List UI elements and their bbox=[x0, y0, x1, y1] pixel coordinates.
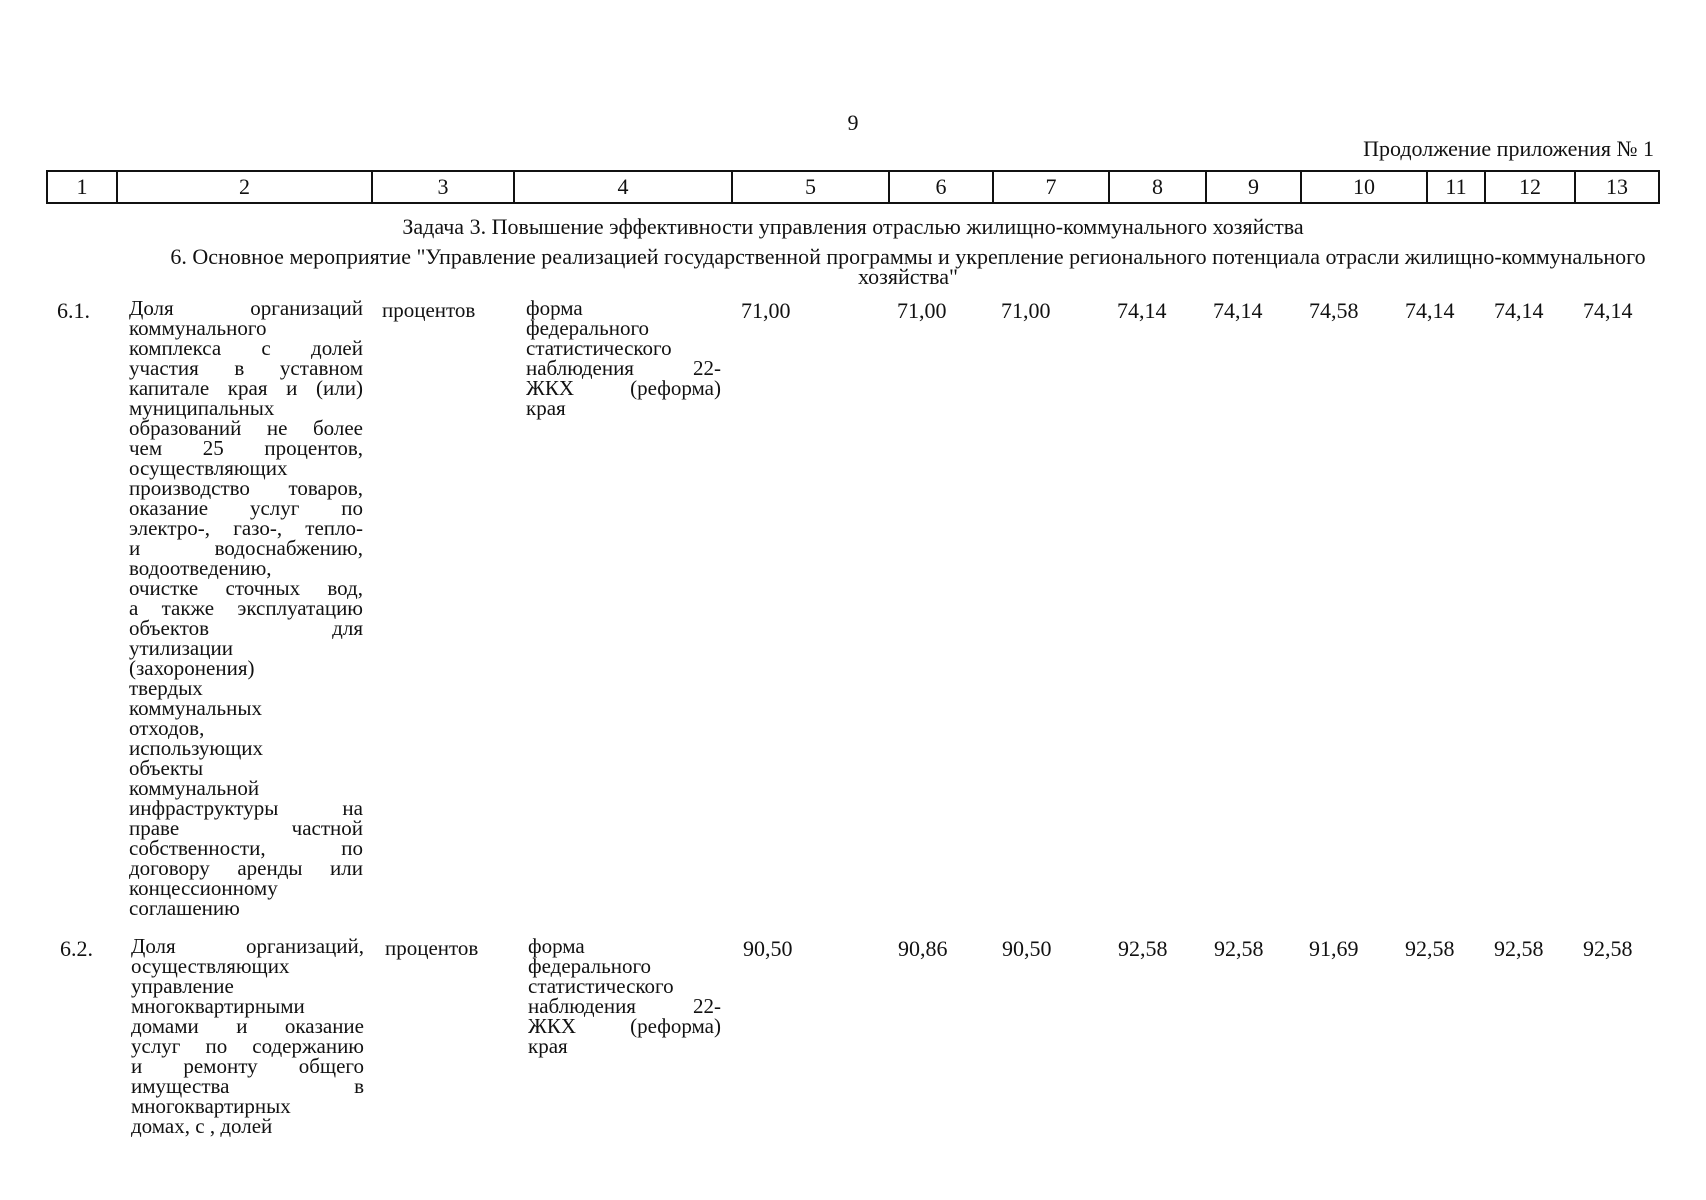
description-line: домами и оказание bbox=[131, 1014, 364, 1038]
source-line: края bbox=[526, 396, 566, 420]
source-line: форма bbox=[526, 296, 583, 320]
value-col-9: 74,14 bbox=[1213, 298, 1263, 323]
value-col-10: 74,58 bbox=[1309, 298, 1359, 323]
description-line: осуществляющих bbox=[131, 954, 290, 978]
value-col-10: 91,69 bbox=[1309, 936, 1359, 961]
value-col-5: 90,50 bbox=[743, 936, 793, 961]
description-line: участия в уставном bbox=[129, 356, 363, 380]
description-line: комплекса с долей bbox=[129, 336, 363, 360]
continuation-label: Продолжение приложения № 1 bbox=[1363, 136, 1654, 161]
description-line: Доля организаций, bbox=[131, 934, 364, 958]
indicator-description bbox=[131, 936, 364, 1136]
page-number: 9 bbox=[847, 110, 859, 135]
description-line: электро-, газо-, тепло- bbox=[129, 516, 363, 540]
column-header-cell: 4 bbox=[514, 171, 732, 203]
description-line: (захоронения) bbox=[129, 656, 255, 680]
column-header-cell: 9 bbox=[1206, 171, 1301, 203]
description-line: твердых bbox=[129, 676, 203, 700]
unit-of-measure: процентов bbox=[382, 298, 476, 322]
row-code: 6.1. bbox=[57, 298, 90, 323]
description-line: инфраструктуры на bbox=[129, 796, 363, 820]
source-line: федерального bbox=[528, 954, 652, 978]
value-col-13: 92,58 bbox=[1583, 936, 1633, 961]
value-col-8: 92,58 bbox=[1118, 936, 1168, 961]
description-line: объекты bbox=[129, 756, 204, 780]
source-line: статистического bbox=[526, 336, 672, 360]
description-line: имущества в bbox=[131, 1074, 364, 1098]
row-code: 6.2. bbox=[60, 936, 93, 961]
description-line: управление bbox=[131, 974, 234, 998]
column-header-cell: 12 bbox=[1485, 171, 1575, 203]
description-line: муниципальных bbox=[129, 396, 275, 420]
column-header-cell: 10 bbox=[1301, 171, 1427, 203]
source-line: наблюдения 22- bbox=[526, 356, 721, 380]
column-header-cell: 6 bbox=[889, 171, 993, 203]
description-line: водоотведению, bbox=[129, 556, 272, 580]
column-header-cell: 13 bbox=[1575, 171, 1659, 203]
value-col-12: 92,58 bbox=[1494, 936, 1544, 961]
description-line: а также эксплуатацию bbox=[129, 596, 363, 620]
column-header-cell: 1 bbox=[47, 171, 117, 203]
description-line: соглашению bbox=[129, 896, 240, 920]
source-line: федерального bbox=[526, 316, 650, 340]
value-col-7: 71,00 bbox=[1001, 298, 1051, 323]
value-col-12: 74,14 bbox=[1494, 298, 1544, 323]
data-source bbox=[528, 936, 721, 1056]
description-line: образований не более bbox=[129, 416, 363, 440]
source-line: ЖКХ (реформа) bbox=[526, 376, 721, 400]
source-line: ЖКХ (реформа) bbox=[528, 1014, 721, 1038]
column-header-cell: 3 bbox=[372, 171, 514, 203]
source-line: края bbox=[528, 1034, 568, 1058]
column-number-header bbox=[46, 170, 1660, 204]
description-line: коммунального bbox=[129, 316, 267, 340]
column-header-cell: 5 bbox=[732, 171, 889, 203]
description-line: производство товаров, bbox=[129, 476, 363, 500]
value-col-6: 71,00 bbox=[897, 298, 947, 323]
description-line: собственности, по bbox=[129, 836, 363, 860]
column-header-cell: 11 bbox=[1427, 171, 1485, 203]
value-col-8: 74,14 bbox=[1117, 298, 1167, 323]
description-line: объектов для bbox=[129, 616, 363, 640]
description-line: концессионному bbox=[129, 876, 278, 900]
description-line: очистке сточных вод, bbox=[129, 576, 363, 600]
description-line: коммунальной bbox=[129, 776, 260, 800]
column-header-cell: 8 bbox=[1109, 171, 1206, 203]
source-line: форма bbox=[528, 934, 585, 958]
description-line: и водоснабжению, bbox=[129, 536, 363, 560]
description-line: многоквартирными bbox=[131, 994, 305, 1018]
description-line: договору аренды или bbox=[129, 856, 363, 880]
description-line: осуществляющих bbox=[129, 456, 288, 480]
description-line: многоквартирных bbox=[131, 1094, 291, 1118]
source-line: статистического bbox=[528, 974, 674, 998]
value-col-11: 74,14 bbox=[1405, 298, 1455, 323]
description-line: и ремонту общего bbox=[131, 1054, 364, 1078]
unit-of-measure: процентов bbox=[385, 936, 479, 960]
value-col-7: 90,50 bbox=[1002, 936, 1052, 961]
column-header-cell: 7 bbox=[993, 171, 1109, 203]
value-col-5: 71,00 bbox=[741, 298, 791, 323]
task-title: Задача 3. Повышение эффективности управления отраслью жилищно-коммунального хозяйства bbox=[402, 214, 1304, 239]
description-line: отходов, bbox=[129, 716, 205, 740]
column-header-cell: 2 bbox=[117, 171, 372, 203]
description-line: оказание услуг по bbox=[129, 496, 363, 520]
value-col-13: 74,14 bbox=[1583, 298, 1633, 323]
description-line: чем 25 процентов, bbox=[129, 436, 363, 460]
description-line: домах, с , долей bbox=[131, 1114, 273, 1138]
description-line: Доля организаций bbox=[129, 296, 363, 320]
description-line: услуг по содержанию bbox=[131, 1034, 364, 1058]
description-line: коммунальных bbox=[129, 696, 262, 720]
description-line: праве частной bbox=[129, 816, 363, 840]
indicator-description bbox=[129, 298, 363, 918]
description-line: использующих bbox=[129, 736, 264, 760]
description-line: утилизации bbox=[129, 636, 233, 660]
source-line: наблюдения 22- bbox=[528, 994, 721, 1018]
data-source bbox=[526, 298, 721, 418]
description-line: капитале края и (или) bbox=[129, 376, 363, 400]
value-col-6: 90,86 bbox=[898, 936, 948, 961]
value-col-11: 92,58 bbox=[1405, 936, 1455, 961]
measure-title: 6. Основное мероприятие "Управление реализацией государственной программы и укрепление регионального потенциала отрасли жилищно-коммунального хозяйства" bbox=[170, 244, 1646, 289]
value-col-9: 92,58 bbox=[1214, 936, 1264, 961]
